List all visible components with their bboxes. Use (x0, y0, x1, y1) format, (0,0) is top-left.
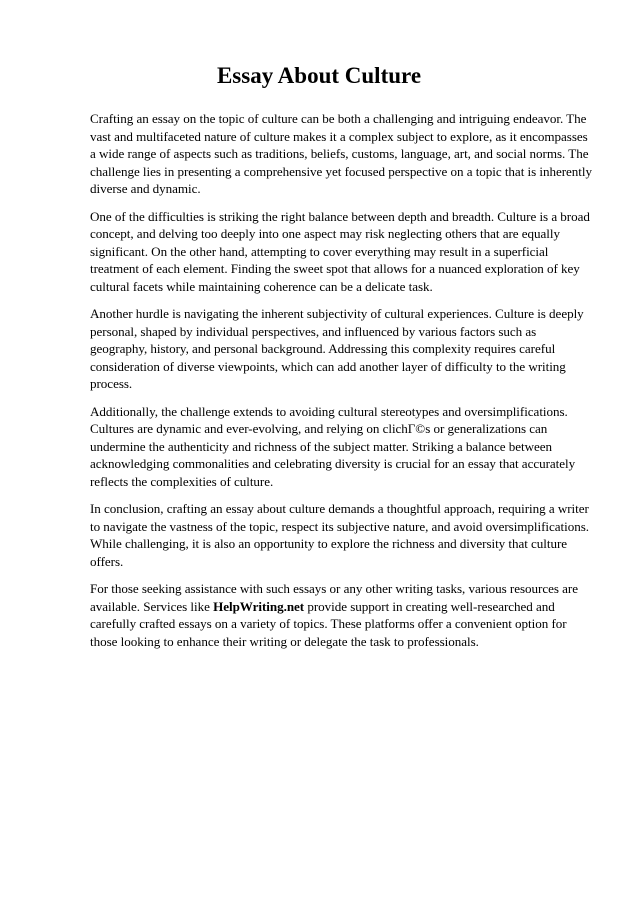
resources-text-after: provide support in creating well-researched and carefully crafted essays on a variety of topics. These platforms offer a convenient option for those looking to enhance their writing or delegate the task to professionals. (90, 598, 567, 649)
resources-text-before: For those seeking assistance with such essays or any other writing tasks, various resources are available. Services like (90, 581, 578, 614)
paragraph-stereotypes: Additionally, the challenge extends to avoiding cultural stereotypes and oversimplifications. Cultures are dynamic and ever-evolving, and relying on clichГ©s or generalizations can undermine the authenticity and richness of the subject matter. Striking a balance between acknowledging commonalities and celebrating diversity is crucial for an essay that accurately reflects the complexities of culture. (90, 403, 576, 489)
paragraph-subjectivity: Another hurdle is navigating the inherent subjectivity of cultural experiences. Culture is deeply personal, shaped by individual perspectives, and influenced by various factors such as geography, history, and personal background. Addressing this complexity requires careful consideration of diverse viewpoints, which can add another layer of difficulty to the writing process. (90, 306, 584, 391)
paragraph-intro: Crafting an essay on the topic of culture can be both a challenging and intriguing endeavor. The vast and multifaceted nature of culture makes it a complex subject to explore, as it encompasses a wide range of aspects such as traditions, beliefs, customs, language, art, and social norms. The challenge lies in presenting a comprehensive yet focused perspective on a topic that is inherently diverse and dynamic. (90, 111, 592, 196)
service-name: HelpWriting.net (213, 598, 305, 614)
paragraph-conclusion: In conclusion, crafting an essay about culture demands a thoughtful approach, requiring a writer to navigate the vastness of the topic, respect its subjective nature, and avoid oversimplifications. While challenging, it is also an opportunity to explore the richness and diversity that culture offers. (90, 501, 589, 569)
paragraph-resources (90, 580, 592, 650)
paragraph-depth-breadth: One of the difficulties is striking the right balance between depth and breadth. Culture is a broad concept, and delving too deeply into one aspect may risk neglecting others that are equally significant. On the other hand, attempting to cover everything may result in a superficial treatment of each element. Finding the sweet spot that allows for a nuanced exploration of key cultural facets while maintaining coherence can be a delicate task. (90, 208, 590, 294)
essay-title: Essay About Culture (216, 63, 422, 88)
